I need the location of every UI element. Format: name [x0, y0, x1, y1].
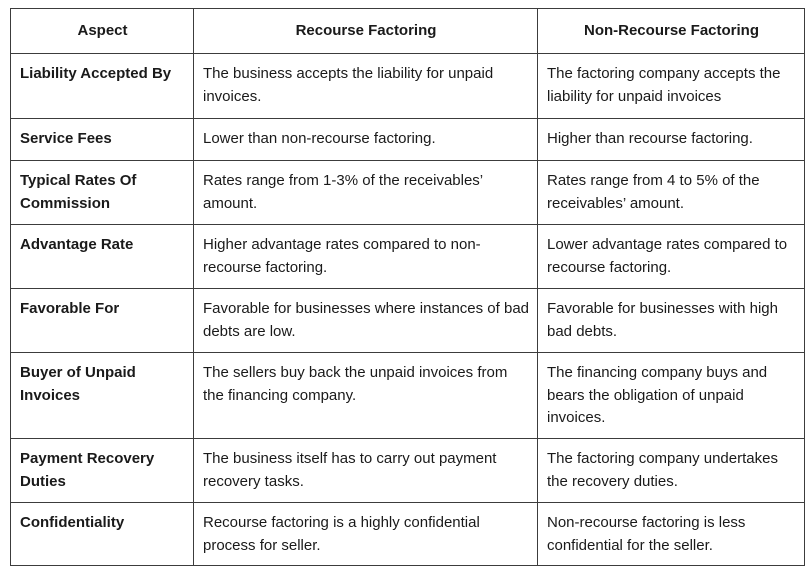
non-recourse-cell: Non-recourse factoring is less confidential for the seller. [538, 503, 805, 566]
non-recourse-cell: The factoring company accepts the liability for unpaid invoices [538, 54, 805, 119]
recourse-cell: The sellers buy back the unpaid invoices from the financing company. [194, 353, 538, 439]
aspect-cell: Confidentiality [11, 503, 194, 566]
non-recourse-cell: Rates range from 4 to 5% of the receivables’ amount. [538, 161, 805, 225]
non-recourse-cell: The factoring company undertakes the recovery duties. [538, 439, 805, 503]
table-row [11, 225, 805, 289]
header-recourse-factoring: Recourse Factoring [194, 9, 538, 54]
recourse-cell: The business accepts the liability for unpaid invoices. [194, 54, 538, 119]
recourse-cell: The business itself has to carry out payment recovery tasks. [194, 439, 538, 503]
recourse-cell: Recourse factoring is a highly confidential process for seller. [194, 503, 538, 566]
table-row [11, 353, 805, 439]
aspect-cell: Service Fees [11, 119, 194, 161]
recourse-cell: Higher advantage rates compared to non-recourse factoring. [194, 225, 538, 289]
header-non-recourse-factoring: Non-Recourse Factoring [538, 9, 805, 54]
table-row [11, 439, 805, 503]
recourse-cell: Lower than non-recourse factoring. [194, 119, 538, 161]
table-row [11, 289, 805, 353]
header-row [11, 9, 805, 54]
non-recourse-cell: Lower advantage rates compared to recourse factoring. [538, 225, 805, 289]
table-row [11, 54, 805, 119]
header-aspect: Aspect [11, 9, 194, 54]
aspect-cell: Typical Rates Of Commission [11, 161, 194, 225]
aspect-cell: Liability Accepted By [11, 54, 194, 119]
comparison-table [10, 8, 805, 566]
non-recourse-cell: Higher than recourse factoring. [538, 119, 805, 161]
aspect-cell: Favorable For [11, 289, 194, 353]
table-row [11, 503, 805, 566]
aspect-cell: Advantage Rate [11, 225, 194, 289]
recourse-cell: Favorable for businesses where instances of bad debts are low. [194, 289, 538, 353]
table-row [11, 161, 805, 225]
non-recourse-cell: Favorable for businesses with high bad debts. [538, 289, 805, 353]
non-recourse-cell: The financing company buys and bears the obligation of unpaid invoices. [538, 353, 805, 439]
aspect-cell: Payment Recovery Duties [11, 439, 194, 503]
recourse-cell: Rates range from 1-3% of the receivables’ amount. [194, 161, 538, 225]
aspect-cell: Buyer of Unpaid Invoices [11, 353, 194, 439]
table-row [11, 119, 805, 161]
